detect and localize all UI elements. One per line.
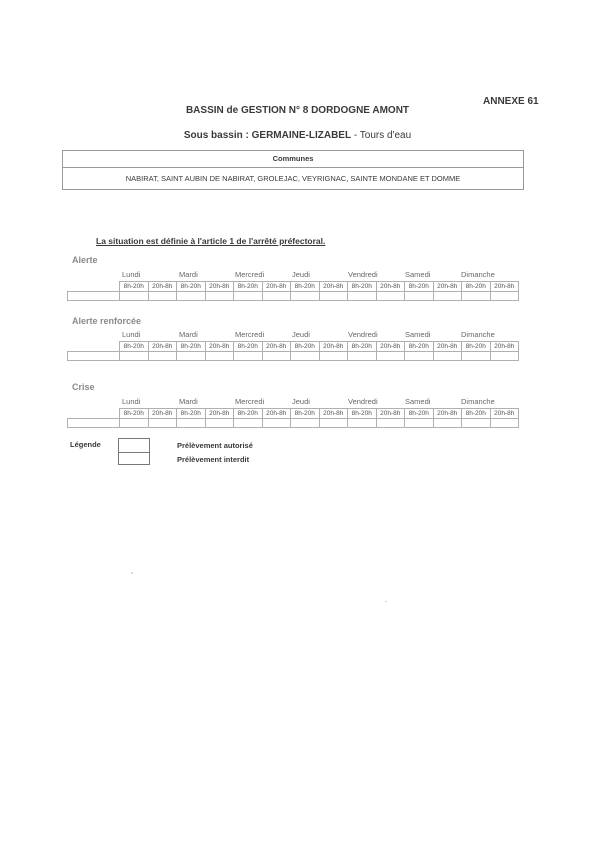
status-cell <box>234 352 263 361</box>
row-header-cell <box>68 409 120 419</box>
schedule-table-alerte-renforcee <box>67 341 519 361</box>
subtitle-prefix: Sous bassin : <box>183 130 252 141</box>
status-cell <box>319 419 348 428</box>
slot-cell: 20h-8h <box>148 409 177 419</box>
slot-cell: 8h-20h <box>291 342 320 352</box>
status-cell <box>433 292 462 301</box>
status-cell <box>177 352 206 361</box>
status-cell <box>262 419 291 428</box>
slot-cell: 20h-8h <box>376 409 405 419</box>
day-label: Lundi <box>122 330 141 339</box>
slot-cell: 20h-8h <box>376 342 405 352</box>
slot-cell: 20h-8h <box>205 342 234 352</box>
status-cell <box>490 419 519 428</box>
legend-label: Légende <box>70 440 101 449</box>
status-cell <box>376 292 405 301</box>
section-label-alerte-renforcee: Alerte renforcée <box>72 316 142 326</box>
slot-cell: 8h-20h <box>177 282 206 292</box>
slot-cell: 20h-8h <box>490 282 519 292</box>
days-row-alerte-renforcee <box>120 330 518 340</box>
slot-header-row <box>68 409 519 419</box>
days-row-crise <box>120 397 518 407</box>
slot-cell: 20h-8h <box>205 409 234 419</box>
day-label: Dimanche <box>461 270 495 279</box>
status-cell <box>291 419 320 428</box>
status-cell <box>120 292 149 301</box>
communes-list: NABIRAT, SAINT AUBIN DE NABIRAT, GROLEJAC, VEYRIGNAC, SAINTE MONDANE ET DOMME <box>125 174 461 183</box>
day-label: Mardi <box>179 270 198 279</box>
slot-cell: 20h-8h <box>319 342 348 352</box>
slot-cell: 8h-20h <box>348 342 377 352</box>
status-cell <box>405 352 434 361</box>
status-cell <box>405 292 434 301</box>
legend-forbidden-text: Prélèvement interdit <box>177 455 250 464</box>
schedule-table-alerte <box>67 281 519 301</box>
status-cell <box>68 419 120 428</box>
day-label: Samedi <box>405 330 431 339</box>
legend-swatch-forbidden <box>118 451 150 465</box>
slot-cell: 8h-20h <box>462 282 491 292</box>
day-label: Mercredi <box>235 397 265 406</box>
status-cell <box>120 352 149 361</box>
day-label: Jeudi <box>292 270 310 279</box>
status-cell <box>148 419 177 428</box>
status-cell <box>177 419 206 428</box>
subtitle-suffix: - Tours d'eau <box>351 130 412 141</box>
slot-cell: 8h-20h <box>120 342 149 352</box>
slot-cell: 20h-8h <box>490 409 519 419</box>
status-cell <box>405 419 434 428</box>
status-cell <box>234 292 263 301</box>
status-cell <box>348 419 377 428</box>
status-cell <box>490 292 519 301</box>
status-cell <box>433 352 462 361</box>
status-cell <box>319 292 348 301</box>
status-cell <box>348 292 377 301</box>
communes-header: Communes <box>63 151 523 168</box>
status-cell <box>205 352 234 361</box>
section-label-alerte: Alerte <box>72 255 98 265</box>
slot-cell: 20h-8h <box>433 342 462 352</box>
status-cell <box>319 352 348 361</box>
status-cell <box>462 292 491 301</box>
slot-cell: 8h-20h <box>405 342 434 352</box>
status-cell <box>291 292 320 301</box>
slot-cell: 8h-20h <box>291 282 320 292</box>
status-cell <box>433 419 462 428</box>
status-cell <box>291 352 320 361</box>
slot-cell: 8h-20h <box>120 409 149 419</box>
day-label: Mardi <box>179 397 198 406</box>
slot-header-row <box>68 342 519 352</box>
status-cell <box>120 419 149 428</box>
slot-cell: 20h-8h <box>319 282 348 292</box>
day-label: Lundi <box>122 270 141 279</box>
status-cell <box>262 352 291 361</box>
page-subtitle <box>0 130 595 141</box>
slot-cell: 20h-8h <box>205 282 234 292</box>
status-cell <box>68 352 120 361</box>
slot-cell: 8h-20h <box>120 282 149 292</box>
day-label: Lundi <box>122 397 141 406</box>
schedule-table-crise <box>67 408 519 428</box>
subtitle-name: GERMAINE-LIZABEL <box>251 130 352 141</box>
slot-cell: 8h-20h <box>405 282 434 292</box>
situation-text: La situation est définie à l'article 1 de l'arrêté préfectoral. <box>96 236 326 246</box>
slot-cell: 20h-8h <box>319 409 348 419</box>
day-label: Mardi <box>179 330 198 339</box>
status-row <box>68 352 519 361</box>
annexe-label: ANNEXE 61 <box>483 96 539 107</box>
status-cell <box>205 419 234 428</box>
day-label: Jeudi <box>292 397 310 406</box>
slot-cell: 20h-8h <box>148 342 177 352</box>
status-cell <box>148 292 177 301</box>
status-row <box>68 419 519 428</box>
slot-cell: 8h-20h <box>405 409 434 419</box>
slot-cell: 8h-20h <box>291 409 320 419</box>
row-header-cell <box>68 282 120 292</box>
status-cell <box>376 352 405 361</box>
slot-cell: 20h-8h <box>262 409 291 419</box>
status-cell <box>462 352 491 361</box>
days-row-alerte <box>120 270 518 280</box>
slot-cell: 8h-20h <box>234 342 263 352</box>
status-cell <box>490 352 519 361</box>
legend-authorized-text: Prélèvement autorisé <box>177 441 253 450</box>
slot-header-row <box>68 282 519 292</box>
slot-cell: 20h-8h <box>433 409 462 419</box>
slot-cell: 8h-20h <box>348 282 377 292</box>
scan-mark: . <box>385 597 387 604</box>
day-label: Vendredi <box>348 330 378 339</box>
slot-cell: 20h-8h <box>262 282 291 292</box>
day-label: Jeudi <box>292 330 310 339</box>
status-cell <box>262 292 291 301</box>
status-row <box>68 292 519 301</box>
slot-cell: 8h-20h <box>348 409 377 419</box>
day-label: Vendredi <box>348 397 378 406</box>
slot-cell: 8h-20h <box>234 282 263 292</box>
status-cell <box>462 419 491 428</box>
scan-mark: , <box>131 568 133 575</box>
day-label: Mercredi <box>235 330 265 339</box>
day-label: Samedi <box>405 270 431 279</box>
status-cell <box>376 419 405 428</box>
day-label: Dimanche <box>461 397 495 406</box>
communes-box <box>62 150 524 190</box>
slot-cell: 8h-20h <box>462 409 491 419</box>
day-label: Vendredi <box>348 270 378 279</box>
day-label: Samedi <box>405 397 431 406</box>
slot-cell: 8h-20h <box>234 409 263 419</box>
status-cell <box>177 292 206 301</box>
page-title: BASSIN de GESTION N° 8 DORDOGNE AMONT <box>185 105 410 116</box>
slot-cell: 20h-8h <box>148 282 177 292</box>
status-cell <box>68 292 120 301</box>
status-cell <box>148 352 177 361</box>
slot-cell: 20h-8h <box>262 342 291 352</box>
slot-cell: 20h-8h <box>376 282 405 292</box>
slot-cell: 20h-8h <box>433 282 462 292</box>
section-label-crise: Crise <box>72 382 95 392</box>
status-cell <box>234 419 263 428</box>
status-cell <box>205 292 234 301</box>
slot-cell: 8h-20h <box>462 342 491 352</box>
day-label: Dimanche <box>461 330 495 339</box>
status-cell <box>348 352 377 361</box>
slot-cell: 8h-20h <box>177 342 206 352</box>
slot-cell: 20h-8h <box>490 342 519 352</box>
slot-cell: 8h-20h <box>177 409 206 419</box>
day-label: Mercredi <box>235 270 265 279</box>
row-header-cell <box>68 342 120 352</box>
